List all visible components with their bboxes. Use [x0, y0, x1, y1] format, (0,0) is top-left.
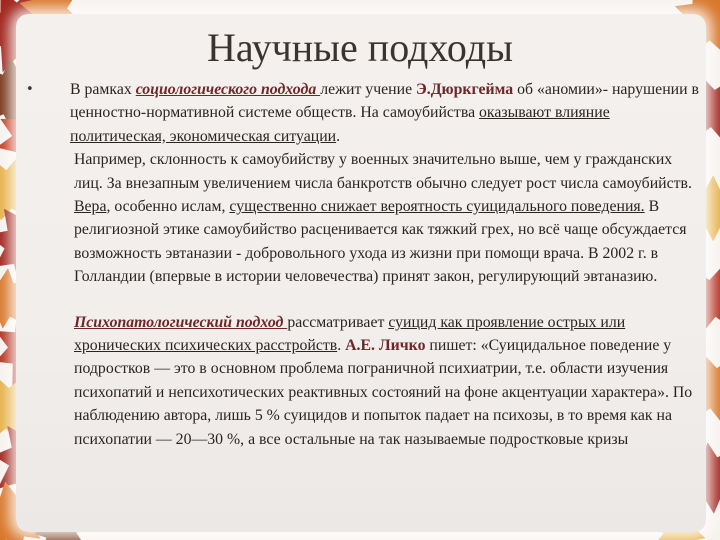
paragraph-military-example: Например, склонность к самоубийству у военных значительно выше, чем у гражданских лиц. За внезапным увеличением числа банкротств обычно следует рост числа самоубийств. — [74, 151, 692, 192]
p4-text-2: . — [337, 337, 346, 355]
bullet-marker: • — [26, 82, 34, 97]
p3-text-2: В религиозной этике самоубийство расценивается как тяжкий грех, но всё чаще обсуждается возможность эвтаназии - добровольного ухода из жизни при помощи врача. В 2002 г. в Голландии (впервые в истории человечества) принят закон, регулирующий эвтаназию. — [74, 198, 687, 286]
p3-text-1: , особенно ислам, — [106, 198, 230, 216]
slide-title: Научные подходы — [207, 25, 513, 70]
p1-text-1: В рамках — [70, 81, 136, 98]
slide-content — [26, 78, 700, 451]
p1-text-4: . — [336, 127, 341, 145]
durkheim-name: Э.Дюркгейма — [416, 81, 514, 98]
sociological-approach-term: социологического подхода — [135, 81, 321, 98]
influence-factors: оказывают влияние политическая, экономическая ситуации — [70, 104, 610, 145]
p4-text-1: рассматривает — [287, 313, 389, 331]
paragraph-sociological — [70, 78, 700, 148]
religion-effect: существенно снижает вероятность суицидального поведения. — [229, 198, 645, 216]
religion-term: Вера — [74, 198, 107, 216]
lichko-name: А.Е. Личко — [345, 337, 426, 355]
paragraph-psychopathological — [70, 311, 700, 451]
p4-text-3: пишет: «Суицидальное поведение у подростков — это в основном проблема пограничной психиатрии, т.е. области изучения психопатий и непсихотических реактивных состояний на фоне акцентуации характера». По наблюдению автора, лишь 5 % суицидов и попыток падает на психозы, в то время как на психопатии — 20—30 %, а все остальные на так называемые подростковые кризы — [74, 337, 693, 448]
p1-text-2: лежит учение — [320, 81, 417, 98]
paragraph-religion — [70, 195, 700, 289]
suicide-view: суицид как проявление острых или хронических психических расстройств — [74, 313, 626, 355]
p1-text-3: об «аномии»- нарушении в ценностно-нормативной системе обществ. На самоубийства — [70, 81, 699, 122]
psychopathological-approach-term: Психопатологический подход — [74, 313, 288, 331]
